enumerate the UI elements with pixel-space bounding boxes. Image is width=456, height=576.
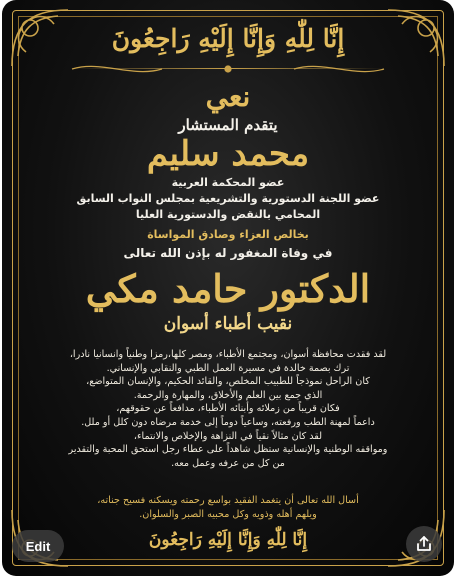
prayer-line: ويلهم أهله وذويه وكل محبيه الصبر والسلوان.: [139, 508, 317, 520]
condolence-line: في وفاة المغفور له بإذن الله تعالى: [123, 246, 333, 260]
presenter-name: محمد سليم: [146, 134, 310, 174]
body-line: لقد فقدت محافظة أسوان، ومجتمع الأطباء، ومصر كلها،رمزا وطنياً وانسانيا نادرا،: [69, 349, 387, 360]
ornament-divider-icon: [62, 60, 394, 78]
body-line: داعماً لمهنة الطب ورفعته، وساعياً دوماً إلى خدمة مرضاه دون كلل أو ملل.: [81, 416, 375, 428]
body-line: لقد كان مثالاً نقياً في النزاهة والإخلاص والانتماء،: [133, 430, 323, 442]
prayer-text: [28, 494, 428, 521]
body-line: من كل من عرفه وعمل معه.: [171, 457, 285, 469]
body-line: الذي جمع بين العلم والأخلاق، والمهارة والرحمة.: [133, 389, 323, 401]
body-line: ترك بصمة خالدة في مسيرة العمل الطبي والنقابي والإنساني.: [106, 362, 350, 374]
presenter-role: عضو اللجنة الدستورية والتشريعية بمجلس النواب السابق: [76, 192, 380, 205]
edit-button[interactable]: Edit: [12, 530, 64, 562]
body-line: فكان قريباً من زملائه وأبنائه الأطباء، مدافعاً عن حقوقهم،: [116, 403, 340, 415]
header-verse: إِنَّا لِلّٰهِ وَإِنَّا إِلَيْهِ رَاجِعُونَ: [111, 24, 345, 53]
share-button[interactable]: [406, 526, 442, 562]
share-icon: [415, 535, 433, 553]
presenter-intro: يتقدم المستشار: [178, 116, 278, 134]
presenter-role: المحامي بالنقض والدستورية العليا: [135, 208, 321, 221]
prayer-line: أسال الله تعالى أن يتغمد الفقيد بواسع رحمته ويسكنه فسيح جناته،: [97, 495, 359, 506]
deceased-name: الدكتور حامد مكي: [85, 266, 371, 311]
body-line: كان الراحل نموذجاً للطبيب المخلص، والقائد الحكيم، والإنسان المتواضع،: [86, 376, 370, 388]
footer-verse: إِنَّا لِلّٰهِ وَإِنَّا إِلَيْهِ رَاجِعُونَ: [148, 530, 308, 550]
body-line: ومواقفه الوطنية والإنسانية ستظل شاهداً على عطاء رجل استحق المحبة والتقدير: [68, 444, 388, 456]
page-title: نعي: [205, 80, 251, 113]
presenter-role: عضو المحكمة العربية: [171, 176, 285, 189]
obituary-card: [2, 0, 454, 576]
obituary-body: [28, 348, 428, 470]
deceased-title: نقيب أطباء أسوان: [163, 314, 293, 334]
condolence-line: بخالص العزاء وصادق المواساة: [147, 228, 309, 241]
